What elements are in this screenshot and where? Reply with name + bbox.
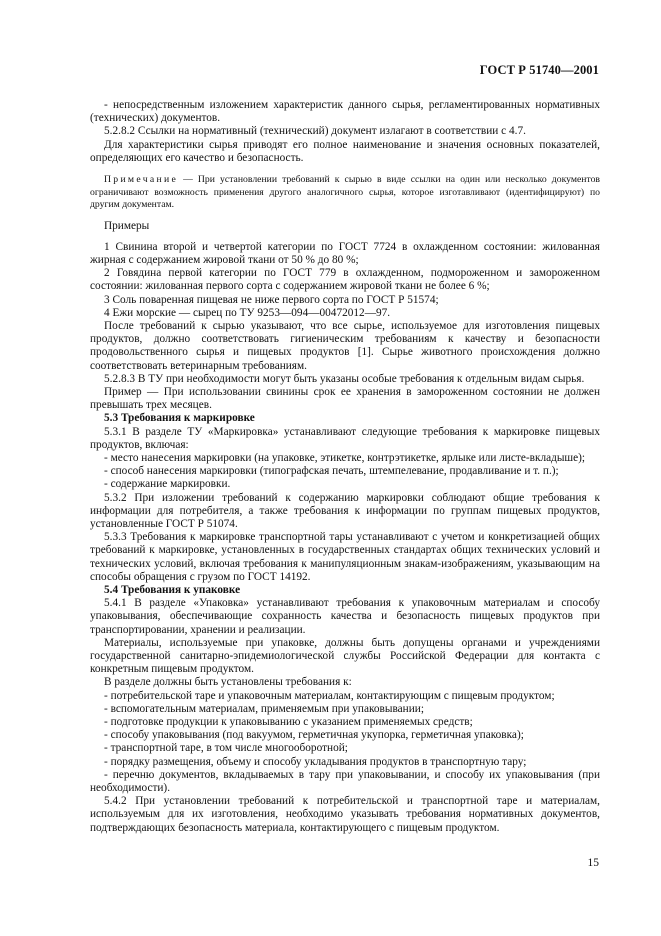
list-item: - способ нанесения маркировки (типографская печать, штемпелевание, продавливание и т. п.);	[104, 465, 559, 478]
paragraph: Материалы, используемые при упаковке, должны быть допущены органами и учреждениями государственной санитарно-эпидемиологической службы Российской Федерации для контакта с конкретным пищевым продуктом.	[90, 636, 600, 676]
note-text: — При установлении требований к сырью в виде ссылки на один или несколько документов ограничивают возможность применения другого аналогичного сырья, которое изготавливают (идентифицируют) по другим документам.	[90, 174, 600, 211]
list-item: - вспомогательным материалам, применяемым при упаковывании;	[104, 702, 424, 715]
paragraph: 5.4.1 В разделе «Упаковка» устанавливают требования к упаковочным материалам и способу упаковывания, обеспечивающие сохранность качества и безопасность пищевых продуктов при транспортировании, хранении и реализации.	[90, 597, 600, 636]
list-item: - подготовке продукции к упаковыванию с указанием применяемых средств;	[104, 716, 473, 729]
example-item: 2 Говядина первой категории по ГОСТ 779 в охлажденном, подмороженном и замороженном состоянии: жилованная первого сорта с содержанием жировой ткани не более 6 %;	[90, 267, 600, 293]
paragraph: 5.3.1 В разделе ТУ «Маркировка» устанавливают следующие требования к маркировке пищевых продуктов, включая:	[90, 425, 600, 451]
list-item: - место нанесения маркировки (на упаковке, этикетке, контрэтикетке, ярлыке или листе-вкладыше);	[104, 451, 586, 464]
examples-title: Примеры	[104, 219, 150, 232]
note-label: Примечание	[104, 174, 179, 186]
example-paragraph: Пример — При использовании свинины срок ее хранения в замороженном состоянии не должен превышать трех месяцев.	[90, 385, 600, 412]
document-body	[90, 99, 600, 835]
paragraph: 5.4.2 При установлении требований к потребительской и транспортной таре и материалам, используемым для их изготовления, необходимо указывать требования нормативных документов, подтверждающих безопасность материала, контактирующего с пищевым продуктом.	[90, 795, 600, 834]
example-item: 4 Ежи морские — сырец по ТУ 9253—094—00472012—97.	[104, 306, 391, 319]
section-heading-5-3: 5.3 Требования к маркировке	[104, 412, 255, 425]
list-item: - способу упаковывания (под вакуумом, герметичная укупорка, герметичная упаковка);	[104, 729, 524, 742]
paragraph: 5.3.2 При изложении требований к содержанию маркировки соблюдают общие требования к информации для потребителя, а также требования к информации по группам пищевых продуктов, установленные ГОСТ Р 51074.	[90, 491, 600, 530]
paragraph: - непосредственным изложением характеристик данного сырья, регламентированных нормативных (технических) документов.	[90, 99, 600, 125]
example-item: 3 Соль поваренная пищевая не ниже первого сорта по ГОСТ Р 51574;	[104, 293, 439, 306]
page-number: 15	[587, 857, 599, 869]
list-item: - потребительской таре и упаковочным материалам, контактирующим с пищевым продуктом;	[104, 689, 555, 702]
note	[90, 174, 600, 212]
list-item: - содержание маркировки.	[104, 478, 231, 491]
paragraph: В разделе должны быть установлены требования к:	[104, 676, 352, 689]
paragraph: 5.2.8.2 Ссылки на нормативный (технический) документ излагают в соответствии с 4.7.	[104, 125, 526, 138]
paragraph: Для характеристики сырья приводят его полное наименование и значения основных показателей, определяющих его качество и безопасность.	[90, 138, 600, 164]
section-heading-5-4: 5.4 Требования к упаковке	[104, 584, 241, 596]
list-item: - перечню документов, вкладываемых в тару при упаковывании, и способу их упаковывания (при необходимости).	[90, 768, 600, 795]
list-item: - порядку размещения, объему и способу укладывания продуктов в транспортную тару;	[104, 755, 527, 768]
paragraph: 5.2.8.3 В ТУ при необходимости могут быть указаны особые требования к отдельным видам сырья.	[104, 372, 585, 385]
paragraph: 5.3.3 Требования к маркировке транспортной тары устанавливают с учетом и конкретизацией общих требований к маркировке, установленных в государственных стандартах общих технических условий и технических условий, включая требования к манипуляционным знакам-изображениям, указывающим на способы обращения с грузом по ГОСТ 14192.	[90, 531, 600, 583]
document-header: ГОСТ Р 51740—2001	[479, 63, 599, 77]
paragraph: После требований к сырью указывают, что все сырье, используемое для изготовления пищевых продуктов, должно соответствовать гигиеническим требованиям к качеству и безопасности продовольственного сырья и пищевых продуктов [1]. Сырье животного происхождения должно соответствовать ветеринарным требованиям.	[90, 319, 600, 372]
list-item: - транспортной таре, в том числе многооборотной;	[104, 742, 348, 755]
example-item: 1 Свинина второй и четвертой категории по ГОСТ 7724 в охлажденном состоянии: жилованная жирная с содержанием жировой ткани от 50 % до 80 %;	[90, 240, 600, 266]
